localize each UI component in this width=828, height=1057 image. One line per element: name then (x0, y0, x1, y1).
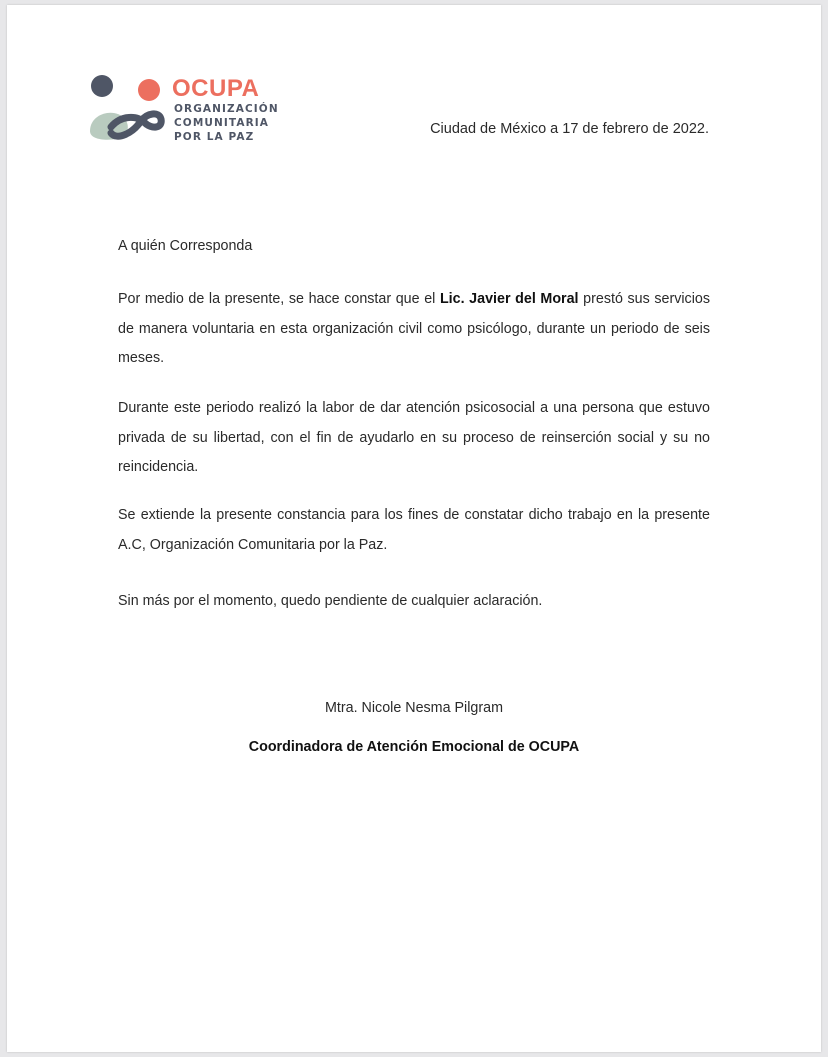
greeting: A quién Corresponda (118, 238, 253, 254)
volunteer-name: Lic. Javier del Moral (439, 291, 579, 307)
closing-line: Sin más por el momento, quedo pendiente de cualquier aclaración. (118, 593, 543, 609)
signatory-name: Mtra. Nicole Nesma Pilgram (325, 700, 503, 716)
paragraph-intro (118, 285, 710, 374)
paragraph-activities: Durante este periodo realizó la labor de dar atención psicosocial a una persona que estuvo privada de su libertad, con el fin de ayudarlo en su proceso de reinserción social y su no reincidencia. (118, 400, 710, 475)
letter-date: Ciudad de México a 17 de febrero de 2022. (430, 121, 709, 137)
intro-text-after: prestó sus servicios de manera voluntaria en esta organización civil como psicólogo, durante un periodo de seis meses. (118, 291, 710, 366)
logo-subtitle-line3: POR LA PAZ (174, 131, 255, 143)
logo-emblem-icon (87, 75, 173, 147)
document-page (7, 5, 821, 1052)
logo-subtitle-line2: COMUNITARIA (174, 117, 269, 129)
logo-wordmark: OCUPA (172, 75, 260, 102)
ocupa-logo (87, 75, 277, 147)
paragraph-purpose: Se extiende la presente constancia para los fines de constatar dicho trabajo en la presente A.C, Organización Comunitaria por la Paz. (118, 507, 710, 553)
intro-text-before: Por medio de la presente, se hace constar que el (118, 291, 440, 307)
logo-subtitle-line1: ORGANIZACIÓN (174, 103, 279, 115)
signatory-title: Coordinadora de Atención Emocional de OCUPA (248, 739, 580, 755)
